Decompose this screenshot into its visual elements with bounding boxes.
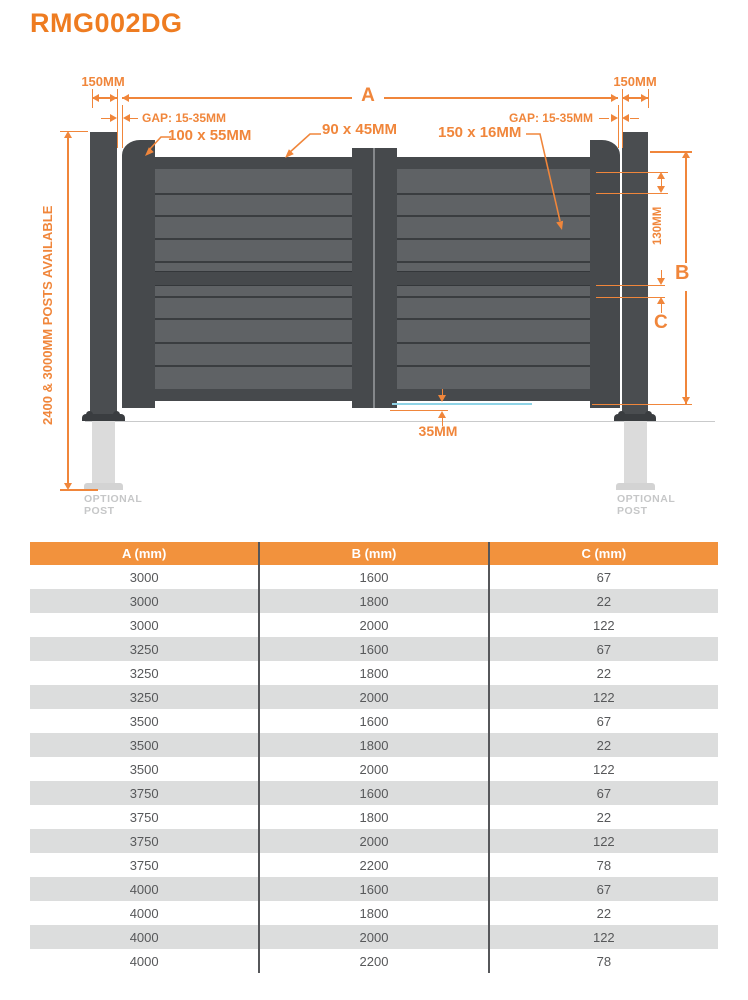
width-a-dimline [384,97,618,99]
dim-arrow [657,297,665,304]
right-optional-post-label: OPTIONAL POST [617,493,676,517]
table-cell: 78 [489,949,718,973]
dim-arrow [438,395,446,402]
table-row [30,805,718,829]
top-slat-label: 130MM [652,206,664,246]
gate-slat [155,367,352,389]
table-header-a: A (mm) [30,542,259,565]
table-cell: 3000 [30,589,259,613]
table-cell: 2000 [259,829,488,853]
table-cell: 3750 [129,857,159,873]
table-header [30,542,718,565]
table-row [30,565,718,589]
right-gap-dimline [630,118,639,120]
gate-bottom-rail [397,389,590,401]
table-cell: 3750 [30,781,259,805]
slat-size-label: 150 x 16MM [438,124,522,141]
right-optional-post-base [616,483,655,490]
dim-arrow [92,94,99,102]
hinge-stile-leader-arrow [138,130,172,164]
table-cell: 22 [489,805,718,829]
table-cell: 3250 [30,637,259,661]
left-post-base [82,414,125,421]
right-gap-dimline [599,118,609,120]
gate-top-rail [155,157,352,169]
table-cell: 3000 [129,617,159,633]
gate-leaf-left [155,157,352,401]
table-cell: 1600 [259,565,488,589]
dim-tick [618,105,620,148]
table-cell: 1600 [259,709,488,733]
table-cell: 78 [489,853,718,877]
right-post-base [614,414,656,421]
table-cell: 22 [489,901,718,925]
left-hinge-stile [122,140,155,408]
c-ext [596,285,665,287]
frame-leader-arrow [278,126,322,164]
gate-slat [155,263,352,271]
gate-slat [155,169,352,193]
table-cell: 3000 [129,569,159,585]
gate-slat [155,240,352,261]
table-cell: 122 [489,613,718,637]
table-cell: 4000 [129,953,159,969]
gate-mid-rail [397,271,590,286]
gate-slat [397,240,590,261]
table-cell: 2200 [259,949,488,973]
table-cell: 22 [489,733,718,757]
height-b-label: B [675,262,690,284]
gate-slat [155,286,352,296]
dimensions-table [30,542,718,973]
table-cell: 122 [489,925,718,949]
table-cell: 67 [489,877,718,901]
dim-arrow [657,172,665,179]
table-cell: 3250 [30,685,259,709]
dim-tick [60,489,98,491]
left-post [90,132,117,415]
slat-leader-arrow [524,128,572,236]
dim-tick [648,89,650,108]
table-row [30,685,718,709]
table-cell: 4000 [30,877,259,901]
width-a-label: A [361,85,375,106]
table-cell: 3500 [129,713,159,729]
posts-note-dimline [67,136,69,486]
table-row [30,949,718,973]
gate-slat [397,263,590,271]
clearance-label: 35MM [418,423,458,439]
table-cell: 3500 [30,733,259,757]
hinge-stile-size-label: 100 x 55MM [168,127,252,144]
dim-arrow [622,94,629,102]
page-title: RMG002DG [30,8,183,38]
table-cell: 1800 [259,661,488,685]
right-post [622,132,648,415]
left-optional-post-label: OPTIONAL POST [84,493,143,517]
dim-arrow [438,411,446,418]
table-cell: 67 [489,565,718,589]
table-cell: 1600 [259,637,488,661]
posts-note-label: 2400 & 3000MM POSTS AVAILABLE [40,205,55,425]
dim-tick [92,89,94,108]
height-b-ext-bottom [592,404,692,406]
width-a-dimline [122,97,352,99]
right-gap-label: GAP: 15-35MM [508,111,593,125]
table-cell: 67 [489,709,718,733]
table-row [30,637,718,661]
gate-slat [155,344,352,365]
left-gap-dimline [129,118,138,120]
dim-arrow [64,131,72,138]
table-cell: 67 [489,781,718,805]
table-cell: 2000 [259,685,488,709]
table-row [30,613,718,637]
dim-arrow [622,114,629,122]
c-label: C [654,312,668,333]
table-row [30,589,718,613]
table-header-b: B (mm) [259,542,488,565]
gate-slat [397,286,590,296]
table-row [30,901,718,925]
table-cell: 22 [489,661,718,685]
table-cell: 67 [489,637,718,661]
dim-arrow [657,186,665,193]
gate-slat [397,298,590,318]
table-row [30,733,718,757]
gate-slat [155,195,352,215]
right-hinge-stile [590,140,620,408]
left-optional-post [92,421,115,483]
table-cell: 122 [489,829,718,853]
gate-slat [397,320,590,342]
dim-arrow [682,397,690,404]
table-cell: 1600 [259,877,488,901]
table-cell: 122 [489,757,718,781]
dim-arrow [611,94,618,102]
c-ext [596,297,665,299]
height-b-dimline [685,151,687,263]
gate-slat [155,298,352,318]
table-cell: 22 [489,589,718,613]
table-row [30,661,718,685]
right-post-width-label: 150MM [613,74,657,89]
table-body [30,565,718,973]
table-cell: 2000 [259,757,488,781]
table-row [30,709,718,733]
center-stile-gap [373,148,375,408]
table-cell: 2200 [259,853,488,877]
table-cell: 3500 [129,761,159,777]
table-row [30,925,718,949]
table-row [30,757,718,781]
table-cell: 1800 [259,901,488,925]
table-cell: 122 [489,685,718,709]
table-cell: 4000 [129,905,159,921]
dim-arrow [122,94,129,102]
gate-bottom-highlight [392,403,532,405]
dim-tick [622,89,624,148]
dim-tick [122,105,124,148]
dim-arrow [110,114,117,122]
gate-slat [155,217,352,238]
gate-slat [397,367,590,389]
table-row [30,877,718,901]
table-header-c: C (mm) [489,542,718,565]
dim-arrow [657,278,665,285]
gate-mid-rail [155,271,352,286]
table-cell: 3750 [129,809,159,825]
table-cell: 2000 [259,613,488,637]
table-cell: 1800 [259,733,488,757]
table-cell: 4000 [30,925,259,949]
table-cell: 3250 [129,665,159,681]
gate-slat [397,344,590,365]
table-cell: 2000 [259,925,488,949]
table-cell: 1800 [259,589,488,613]
right-optional-post [624,421,647,483]
left-gap-label: GAP: 15-35MM [142,111,227,125]
dim-tick [60,131,88,133]
table-cell: 1600 [259,781,488,805]
table-cell: 3750 [30,829,259,853]
table-row [30,829,718,853]
table-row [30,853,718,877]
gate-bottom-rail [155,389,352,401]
frame-size-label: 90 x 45MM [322,121,398,138]
table-row [30,781,718,805]
table-cell: 1800 [259,805,488,829]
height-b-dimline [685,291,687,404]
center-stiles [352,148,397,408]
gate-slat [155,320,352,342]
table-header-row [30,542,718,565]
left-post-width-label: 150MM [81,74,125,89]
dim-arrow [682,151,690,158]
